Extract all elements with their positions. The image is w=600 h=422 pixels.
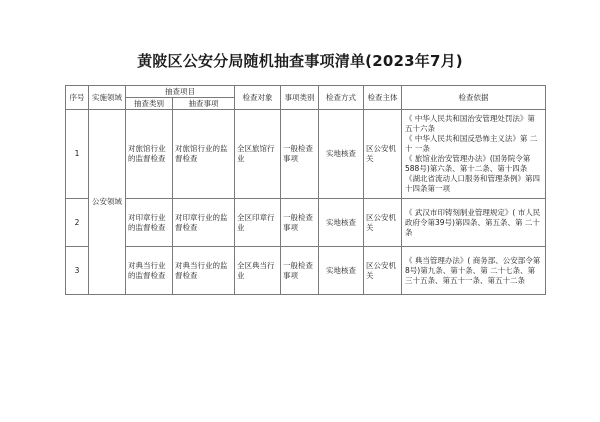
row-seq: 3 — [66, 247, 89, 295]
row-method: 实地核查 — [319, 247, 364, 295]
header-project-group: 抽查项目 — [126, 86, 235, 98]
row-category: 对旅馆行业的监督检查 — [126, 110, 173, 199]
row-basis — [402, 110, 546, 199]
basis-clause: 《 武汉市印铸刻制业管理规定》( 市人民政府令第39号)第四条、第五条、第 二十条 — [405, 207, 541, 237]
row-basis — [402, 199, 546, 247]
row-category: 对印章行业的监督检查 — [126, 199, 173, 247]
row-subject: 区公安机关 — [364, 247, 402, 295]
row-method: 实地核查 — [319, 199, 364, 247]
row-item: 对典当行业的监督检查 — [173, 247, 235, 295]
row-subject: 区公安机关 — [364, 199, 402, 247]
table-row — [66, 247, 546, 295]
basis-clause: 《 典当管理办法》( 商务部、公安部令第 8号)第九条、第十条、第 二十七条、第三十五条、第五十一条、第五十二条 — [405, 255, 541, 285]
basis-clause: 《 旅馆业治安管理办法》(国务院令第 588号)第六条、第十二条、第十四条 — [405, 154, 531, 173]
header-type: 事项类别 — [281, 86, 319, 110]
inspection-table — [65, 85, 546, 295]
row-category: 对典当行业的监督检查 — [126, 247, 173, 295]
row-target: 全区典当行业 — [235, 247, 281, 295]
row-type: 一般检查事项 — [281, 247, 319, 295]
row-method: 实地核查 — [319, 110, 364, 199]
row-item: 对旅馆行业的监督检查 — [173, 110, 235, 199]
row-type: 一般检查事项 — [281, 199, 319, 247]
basis-clause: 《 中华人民共和国治安管理处罚法》第五十六条 — [405, 114, 535, 133]
header-category: 抽查类别 — [126, 98, 173, 110]
row-seq: 2 — [66, 199, 89, 247]
header-method: 检查方式 — [319, 86, 364, 110]
header-target: 检查对象 — [235, 86, 281, 110]
header-seq: 序号 — [66, 86, 89, 110]
document-title: 黄陂区公安分局随机抽查事项清单(2023年7月) — [137, 52, 463, 70]
header-field: 实施领域 — [89, 86, 126, 110]
row-basis — [402, 247, 546, 295]
row-target: 全区旅馆行业 — [235, 110, 281, 199]
basis-clause: 《湖北省流动人口服务和管理条例》第四十四条第一项 — [405, 174, 540, 193]
row-target: 全区印章行业 — [235, 199, 281, 247]
header-row-1 — [66, 86, 546, 98]
row-seq: 1 — [66, 110, 89, 199]
header-item: 抽查事项 — [173, 98, 235, 110]
row-subject: 区公安机关 — [364, 110, 402, 199]
header-subject: 检查主体 — [364, 86, 402, 110]
basis-clause: 《 中华人民共和国反恐怖主义法》第 二 十 一条 — [405, 134, 538, 153]
row-type: 一般检查事项 — [281, 110, 319, 199]
row-field: 公安领域 — [89, 110, 126, 295]
row-item: 对印章行业的监督检查 — [173, 199, 235, 247]
table-row — [66, 110, 546, 199]
header-basis: 检查依据 — [402, 86, 546, 110]
table-row — [66, 199, 546, 247]
